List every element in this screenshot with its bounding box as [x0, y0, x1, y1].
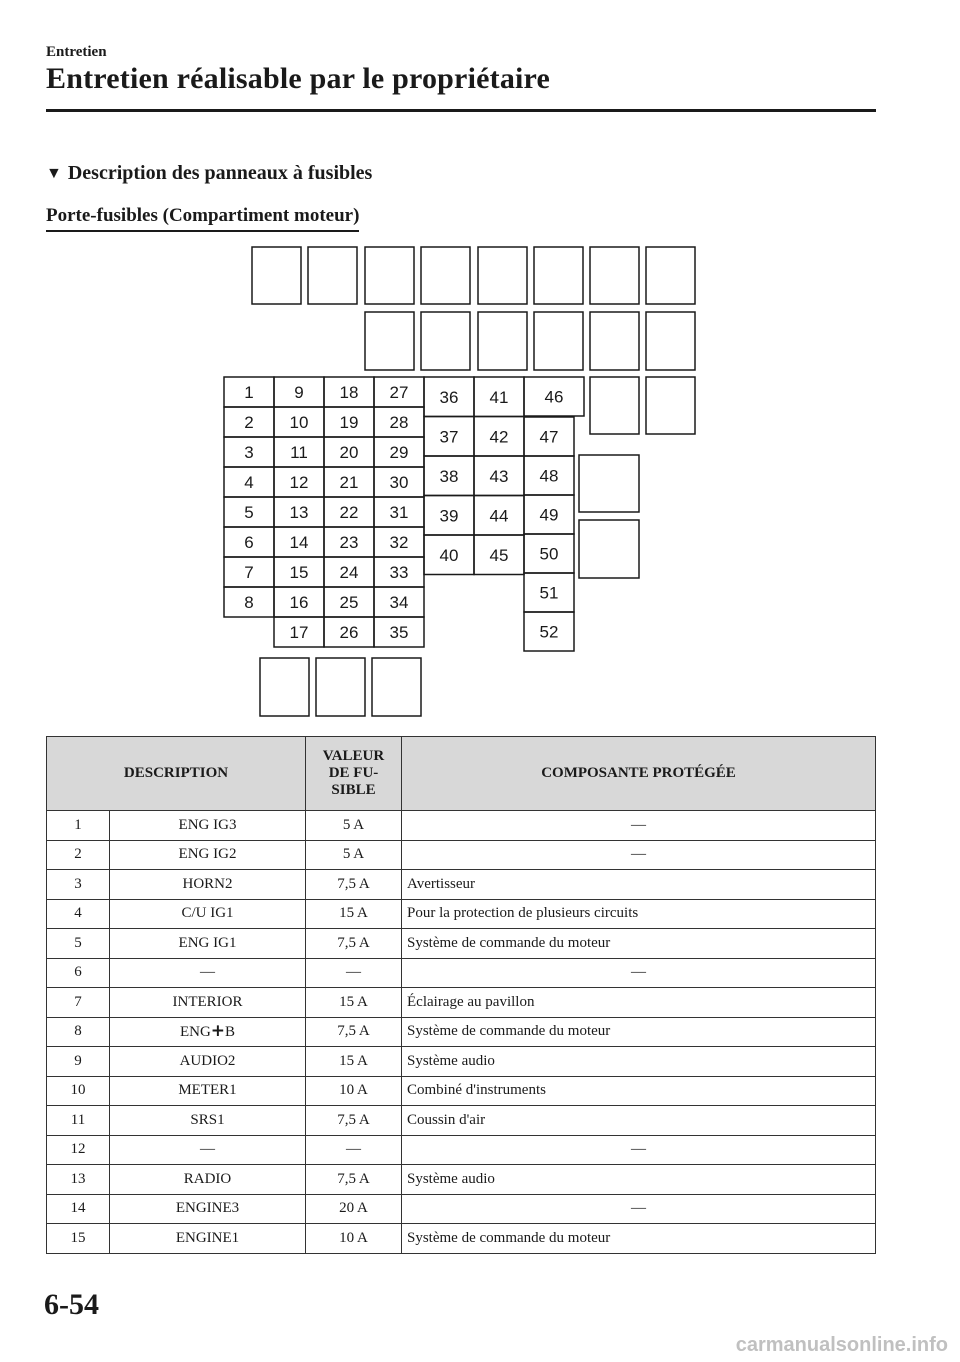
fuse-value: 7,5 A	[306, 870, 402, 900]
fuse-description: SRS1	[110, 1106, 306, 1136]
fuse-component: —	[402, 1135, 876, 1165]
header-value-line3: SIBLE	[331, 782, 376, 799]
watermark: carmanualsonline.info	[735, 1334, 948, 1356]
large-fuse-slot	[372, 658, 421, 716]
fuse-number-label: 39	[439, 506, 459, 526]
table-row	[47, 870, 876, 900]
fuse-number-label: 5	[244, 503, 254, 522]
fuse-component: Éclairage au pavillon	[402, 988, 876, 1018]
large-fuse-slot	[316, 658, 365, 716]
fuse-value: 5 A	[306, 840, 402, 870]
fuse-description: RADIO	[110, 1165, 306, 1195]
fuse-value: 7,5 A	[306, 929, 402, 959]
fuse-number-label: 47	[539, 427, 559, 447]
header-description: DESCRIPTION	[47, 737, 306, 811]
fuse-number: 6	[47, 958, 110, 988]
fuse-number-label: 42	[489, 427, 509, 447]
fuse-number-label: 33	[389, 563, 409, 582]
fuse-number-label: 7	[244, 563, 254, 582]
fuse-number-label: 52	[539, 622, 559, 642]
fuse-description: HORN2	[110, 870, 306, 900]
fuse-description: ENG IG1	[110, 929, 306, 959]
fuse-number-label: 6	[244, 533, 254, 552]
fuse-component: Système de commande du moteur	[402, 929, 876, 959]
fuse-number-label: 43	[489, 466, 509, 486]
table-row	[47, 1194, 876, 1224]
fuse-description: ENGINE1	[110, 1224, 306, 1254]
fuse-number-label: 11	[290, 443, 308, 462]
desc-suffix: B	[225, 1023, 236, 1040]
fuse-number: 15	[47, 1224, 110, 1254]
header-value-line2: DE FU-	[328, 764, 379, 781]
table-row	[47, 899, 876, 929]
large-fuse-slot	[646, 312, 695, 370]
fuse-value: —	[306, 958, 402, 988]
fuse-number: 12	[47, 1135, 110, 1165]
large-fuse-slot	[579, 455, 639, 512]
fuse-number-label: 22	[339, 503, 359, 522]
fuse-number-label: 30	[389, 473, 409, 492]
header-value-line1: VALEUR	[322, 747, 385, 764]
fuse-number: 5	[47, 929, 110, 959]
fuse-value: 10 A	[306, 1224, 402, 1254]
desc-prefix: ENG	[179, 1023, 211, 1040]
page-title: Entretien réalisable par le propriétaire	[46, 62, 551, 95]
fuse-value: 7,5 A	[306, 1106, 402, 1136]
fuse-description	[110, 1017, 306, 1047]
table-row	[47, 1165, 876, 1195]
fuse-component: —	[402, 1194, 876, 1224]
fuse-number-label: 31	[389, 503, 409, 522]
fuse-description: AUDIO2	[110, 1047, 306, 1077]
large-fuse-slot	[421, 312, 470, 370]
fuse-number: 14	[47, 1194, 110, 1224]
fuse-component: Pour la protection de plusieurs circuits	[402, 899, 876, 929]
table-row	[47, 1047, 876, 1077]
fuse-component: Système audio	[402, 1165, 876, 1195]
fuse-value: —	[306, 1135, 402, 1165]
table-row	[47, 929, 876, 959]
table-row	[47, 1076, 876, 1106]
fuse-number-label: 35	[389, 623, 409, 642]
fuse-number-label: 50	[539, 544, 559, 564]
fuse-number: 1	[47, 811, 110, 841]
fuse-number-label: 14	[289, 533, 309, 552]
fuse-number-label: 41	[489, 387, 509, 407]
fuse-number-label: 9	[294, 383, 304, 402]
fuse-description: INTERIOR	[110, 988, 306, 1018]
fuse-number-label: 38	[439, 466, 459, 486]
fuse-component: Avertisseur	[402, 870, 876, 900]
fuse-number-label: 45	[489, 545, 509, 565]
fuse-value: 10 A	[306, 1076, 402, 1106]
fuse-number-label: 1	[244, 383, 254, 402]
fuse-number: 2	[47, 840, 110, 870]
large-fuse-slot	[365, 247, 414, 304]
plus-symbol-icon: +	[210, 1020, 226, 1041]
fuse-value: 15 A	[306, 988, 402, 1018]
large-fuse-slot	[590, 312, 639, 370]
fuse-number-label: 28	[389, 413, 409, 432]
table-row	[47, 1017, 876, 1047]
large-fuse-slot	[534, 312, 583, 370]
table-header-row	[47, 737, 876, 811]
header-fuse-value	[306, 737, 402, 811]
fuse-description: METER1	[110, 1076, 306, 1106]
fuse-number-label: 32	[389, 533, 409, 552]
large-fuse-slot	[260, 658, 309, 716]
fuse-number: 13	[47, 1165, 110, 1195]
large-fuse-slot	[478, 312, 527, 370]
fuse-number-label: 23	[339, 533, 359, 552]
large-fuse-slot	[252, 247, 301, 304]
section-label: Entretien	[46, 44, 107, 60]
large-fuse-slot	[478, 247, 527, 304]
fuse-number: 9	[47, 1047, 110, 1077]
fuse-number-label: 17	[289, 623, 309, 642]
fuse-number-label: 25	[339, 593, 359, 612]
fuse-number-label: 3	[244, 443, 254, 462]
fuse-number: 11	[47, 1106, 110, 1136]
fuse-component: —	[402, 840, 876, 870]
fuse-description: ENG IG3	[110, 811, 306, 841]
fuse-number-label: 20	[339, 443, 359, 462]
triangle-marker-icon: ▼	[46, 164, 62, 182]
large-fuse-slot	[646, 377, 695, 434]
fuse-component: Système de commande du moteur	[402, 1017, 876, 1047]
fuse-number-label: 13	[289, 503, 309, 522]
fuse-description: —	[110, 1135, 306, 1165]
fuse-description: C/U IG1	[110, 899, 306, 929]
fuse-number-label: 34	[389, 593, 409, 612]
fuse-number-label: 24	[339, 563, 359, 582]
fuse-component: Système de commande du moteur	[402, 1224, 876, 1254]
page-number: 6-54	[44, 1288, 99, 1321]
fuse-component: Coussin d'air	[402, 1106, 876, 1136]
table-row	[47, 988, 876, 1018]
fuse-number-label: 40	[439, 545, 459, 565]
fuse-component: Système audio	[402, 1047, 876, 1077]
fuse-number-label: 37	[439, 427, 459, 447]
large-fuse-slot	[579, 520, 639, 578]
fuse-number-label: 12	[289, 473, 309, 492]
fuse-number-label: 4	[244, 473, 254, 492]
sub-heading-text: Description des panneaux à fusibles	[67, 162, 373, 184]
fuse-number-label: 19	[339, 413, 359, 432]
fuse-number: 4	[47, 899, 110, 929]
fuse-number-label: 8	[244, 593, 254, 612]
large-fuse-slot	[590, 377, 639, 434]
fuse-description: —	[110, 958, 306, 988]
fuse-description: ENG IG2	[110, 840, 306, 870]
large-fuse-slot	[646, 247, 695, 304]
fuse-number-label: 49	[539, 505, 559, 525]
fuse-number-label: 21	[339, 473, 359, 492]
fuse-number-label: 44	[489, 506, 509, 526]
large-fuse-slot	[365, 312, 414, 370]
fuse-number-label: 2	[244, 413, 254, 432]
fuse-number-label: 27	[389, 383, 409, 402]
large-fuse-slot	[590, 247, 639, 304]
fuse-value: 15 A	[306, 1047, 402, 1077]
fuse-component: —	[402, 958, 876, 988]
fuse-value: 7,5 A	[306, 1017, 402, 1047]
fuse-table	[46, 736, 876, 1254]
fuse-number-label: 16	[289, 593, 309, 612]
fuse-component: —	[402, 811, 876, 841]
fuse-number: 10	[47, 1076, 110, 1106]
table-row	[47, 1106, 876, 1136]
fuse-number-label: 15	[289, 563, 309, 582]
fuse-number-label: 29	[389, 443, 409, 462]
table-row	[47, 958, 876, 988]
fuse-value: 7,5 A	[306, 1165, 402, 1195]
fuse-value: 20 A	[306, 1194, 402, 1224]
fuse-number-label: 48	[539, 466, 559, 486]
fuse-number-label: 36	[439, 387, 459, 407]
fuse-value: 15 A	[306, 899, 402, 929]
large-fuse-slot	[308, 247, 357, 304]
fuse-description: ENGINE3	[110, 1194, 306, 1224]
fuse-number-label: 26	[339, 623, 359, 642]
fuse-number-label: 51	[539, 583, 559, 603]
fuse-number-label: 10	[289, 413, 309, 432]
table-row	[47, 840, 876, 870]
fuse-number-label: 46	[544, 387, 564, 407]
table-row	[47, 1224, 876, 1254]
table-row	[47, 1135, 876, 1165]
fuse-number-label: 18	[339, 383, 359, 402]
fuse-number: 8	[47, 1017, 110, 1047]
large-fuse-slot	[534, 247, 583, 304]
header-component: COMPOSANTE PROTÉGÉE	[402, 737, 876, 811]
fuse-number: 7	[47, 988, 110, 1018]
fuse-number: 3	[47, 870, 110, 900]
table-row	[47, 811, 876, 841]
fuse-component: Combiné d'instruments	[402, 1076, 876, 1106]
large-fuse-slot	[421, 247, 470, 304]
fuse-value: 5 A	[306, 811, 402, 841]
diagram-title: Porte-fusibles (Compartiment moteur)	[46, 205, 359, 232]
